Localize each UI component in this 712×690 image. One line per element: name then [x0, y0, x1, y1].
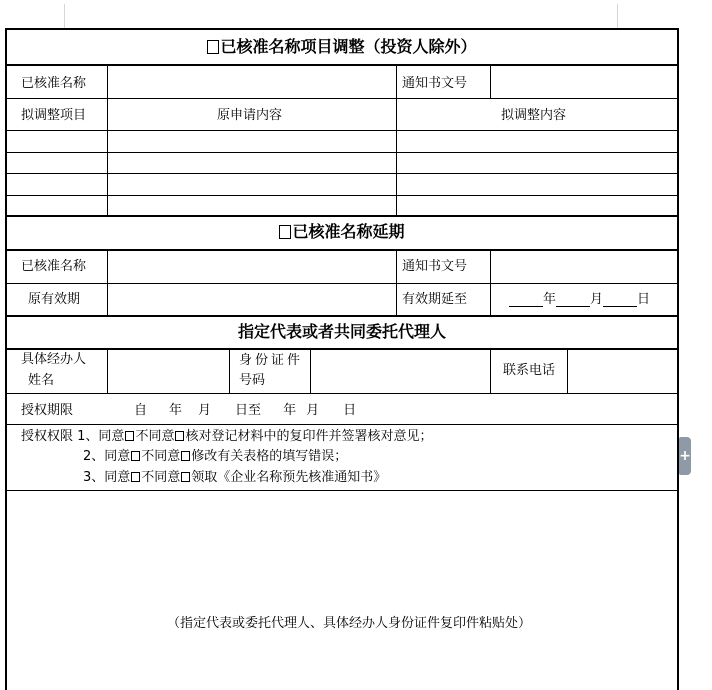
agent-name-field[interactable]: [108, 350, 229, 392]
id-number-label-line1: 身份证件: [239, 353, 304, 368]
agent-name-label-line1: 具体经办人: [21, 352, 87, 367]
approved-name-label: 已核准名称: [21, 76, 87, 91]
extension-checkbox[interactable]: [279, 225, 291, 239]
id-copy-paste-area: [7, 491, 675, 681]
page-corner-mark-right: [617, 4, 618, 29]
notice-number-field[interactable]: [491, 67, 675, 95]
agent-name-label-line2: 姓名: [28, 373, 55, 388]
section-name-adjustment-title: [7, 37, 677, 57]
notice-number-label-2: 通知书文号: [402, 259, 468, 274]
section-title-text: 已核准名称项目调整（投资人除外）: [220, 37, 477, 56]
authority-item-2[interactable]: 2、同意 不同意 修改有关表格的填写错误；: [83, 449, 348, 464]
section-name-extension-title: [7, 222, 677, 242]
application-form: [5, 28, 679, 690]
section-agent-title: 指定代表或者共同委托代理人: [237, 322, 446, 341]
id-number-field[interactable]: [311, 350, 490, 392]
adjust-item-header: 拟调整项目: [21, 108, 87, 123]
original-validity-field[interactable]: [108, 284, 396, 314]
authorization-period-field[interactable]: 自 年 月 日至 年 月 日: [134, 403, 357, 418]
original-validity-label: 原有效期: [28, 292, 81, 307]
page-corner-mark-left: [64, 4, 65, 29]
original-content-header: 原申请内容: [217, 108, 283, 123]
notice-number-field-2[interactable]: [491, 251, 675, 281]
authority-item-3[interactable]: 3、同意 不同意 领取《企业名称预先核准通知书》: [83, 470, 387, 485]
approved-name-label-2: 已核准名称: [21, 259, 87, 274]
authority-item-1[interactable]: 授权权限 1、同意 不同意 核对登记材料中的复印件并签署核对意见；: [21, 429, 433, 444]
authorization-period-label: 授权期限: [21, 403, 74, 418]
expand-tab-icon[interactable]: +: [679, 437, 691, 475]
extend-date-field[interactable]: 年 月 日: [509, 292, 650, 308]
phone-field[interactable]: [568, 350, 675, 392]
section-title-text: 已核准名称延期: [292, 222, 405, 241]
id-number-label-line2: 号码: [239, 373, 266, 388]
new-content-header: 拟调整内容: [501, 108, 567, 123]
id-copy-paste-note: （指定代表或委托代理人、具体经办人身份证件复印件粘贴处）: [167, 616, 532, 631]
notice-number-label: 通知书文号: [402, 76, 468, 91]
extend-to-label: 有效期延至: [402, 292, 468, 307]
approved-name-field[interactable]: [108, 67, 396, 95]
approved-name-field-2[interactable]: [108, 251, 396, 281]
adjustment-checkbox[interactable]: [207, 40, 219, 54]
phone-label: 联系电话: [503, 363, 556, 378]
